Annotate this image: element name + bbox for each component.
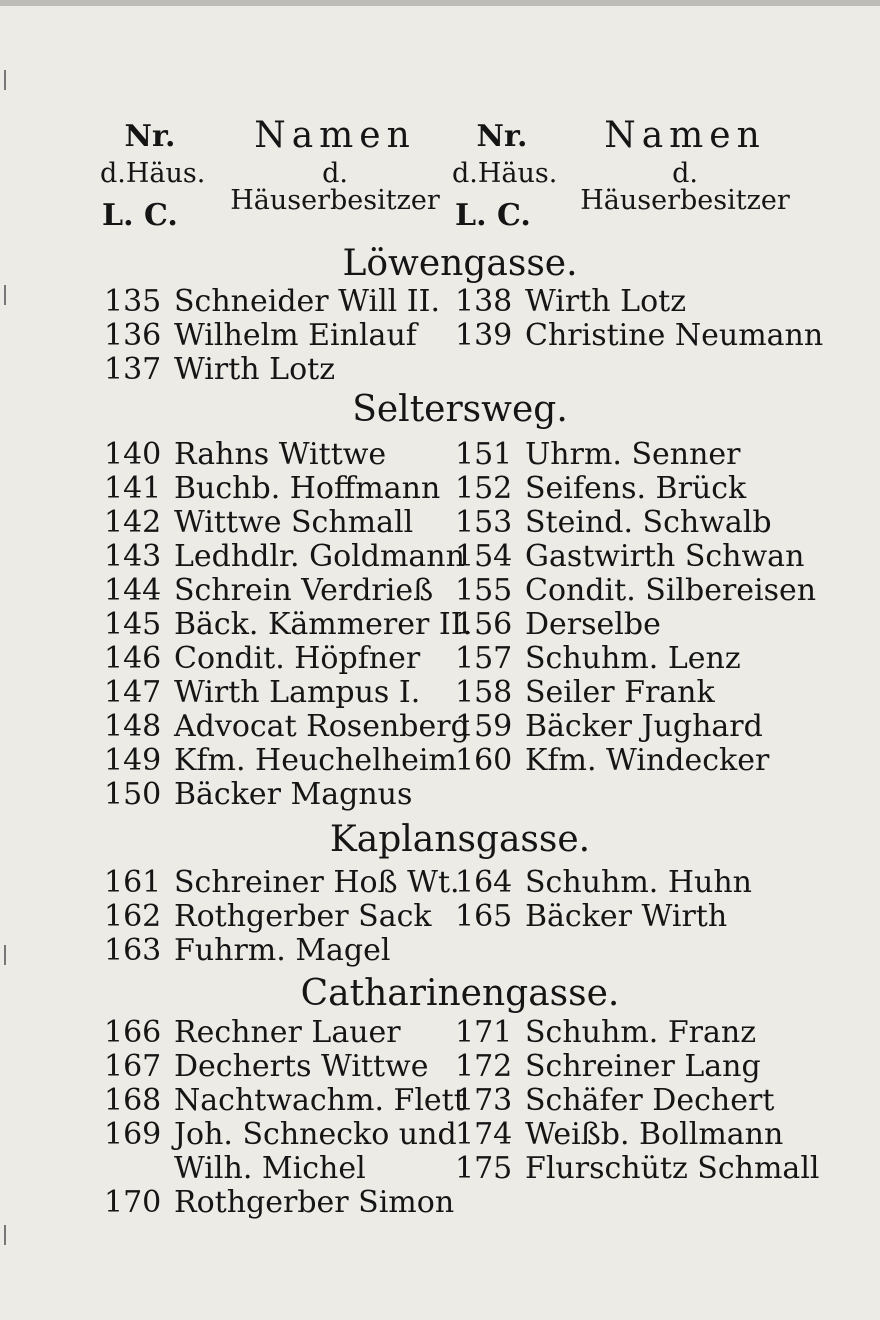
house-number: 143 — [104, 539, 162, 574]
owner-name: Bäcker Jughard — [525, 709, 763, 744]
house-number: 171 — [455, 1015, 513, 1050]
header-name-label: Namen — [604, 115, 766, 156]
house-entry-left — [104, 1118, 457, 1152]
owner-name: Buchb. Hoffmann — [174, 471, 441, 506]
owner-name: Nachtwachm. Flett — [174, 1083, 466, 1118]
house-number: 172 — [455, 1049, 513, 1084]
house-number: 137 — [104, 352, 162, 387]
header-name-sub: d. Häuserbesitzer — [580, 158, 790, 216]
binding-mark — [4, 945, 16, 965]
house-number: 168 — [104, 1083, 162, 1118]
street-heading — [0, 243, 880, 284]
house-entry-right — [455, 744, 769, 778]
house-number: 158 — [455, 675, 513, 710]
street-heading-text: Löwengasse. — [342, 243, 578, 284]
house-entry-left — [104, 319, 417, 353]
owner-name: Kfm. Windecker — [525, 743, 770, 778]
house-number: 138 — [455, 284, 513, 319]
house-entry-right — [455, 1118, 783, 1152]
owner-name: Rothgerber Simon — [174, 1185, 455, 1220]
house-entry-right — [455, 540, 804, 574]
house-number: 166 — [104, 1015, 162, 1050]
house-entry-right — [455, 642, 741, 676]
owner-name: Rahns Wittwe — [174, 437, 387, 472]
house-entry-left — [104, 608, 472, 642]
owner-name: Fuhrm. Magel — [174, 933, 391, 968]
owner-name: Rechner Lauer — [174, 1015, 401, 1050]
house-number: 174 — [455, 1117, 513, 1152]
house-entry-right — [455, 866, 752, 900]
owner-name: Seifens. Brück — [525, 471, 747, 506]
owner-name: Bäcker Wirth — [525, 899, 728, 934]
house-entry-left — [104, 574, 433, 608]
header-name-label: Namen — [254, 115, 416, 156]
owner-name: Flurschütz Schmall — [525, 1151, 820, 1186]
house-entry-left — [104, 1186, 454, 1220]
house-entry-right — [455, 319, 823, 353]
owner-name: Schneider Will II. — [174, 284, 441, 319]
house-number: 155 — [455, 573, 513, 608]
house-number: 161 — [104, 865, 162, 900]
house-number: 162 — [104, 899, 162, 934]
header-nr-sub: d.Häus. — [452, 158, 558, 189]
header-col1-name — [220, 115, 450, 216]
house-number: 136 — [104, 318, 162, 353]
house-entry-left — [104, 778, 412, 812]
header-col2-nr — [452, 119, 558, 189]
page-top-edge — [0, 0, 880, 6]
binding-mark — [4, 1225, 16, 1245]
header-lc-left: L. C. — [102, 198, 178, 233]
street-heading — [0, 973, 880, 1014]
house-entry-left — [104, 540, 465, 574]
owner-name: Bäck. Kämmerer II. — [174, 607, 473, 642]
house-entry-left — [104, 1016, 401, 1050]
owner-name: Schrein Verdrieß — [174, 573, 434, 608]
house-entry-right — [455, 608, 661, 642]
house-number: 154 — [455, 539, 513, 574]
house-entry-right — [455, 574, 816, 608]
street-heading — [0, 389, 880, 430]
house-entry-right — [455, 285, 686, 319]
house-number: 149 — [104, 743, 162, 778]
house-entry-left — [104, 1084, 466, 1118]
house-entry-right — [455, 506, 772, 540]
house-entry-left — [104, 866, 460, 900]
header-name-sub: d. Häuserbesitzer — [230, 158, 440, 216]
house-number: 152 — [455, 471, 513, 506]
house-entry-right — [455, 1084, 774, 1118]
binding-mark — [4, 285, 16, 305]
house-number: 170 — [104, 1185, 162, 1220]
house-number: 167 — [104, 1049, 162, 1084]
house-number: 147 — [104, 675, 162, 710]
house-number: 153 — [455, 505, 513, 540]
house-entry-left — [104, 472, 440, 506]
header-col1-nr — [100, 119, 206, 189]
street-heading — [0, 819, 880, 860]
house-number: 141 — [104, 471, 162, 506]
house-number: 159 — [455, 709, 513, 744]
owner-name: Weißb. Bollmann — [525, 1117, 784, 1152]
owner-name: Kfm. Heuchelheim — [174, 743, 457, 778]
owner-name: Uhrm. Senner — [525, 437, 741, 472]
house-number: 140 — [104, 437, 162, 472]
header-nr-label: Nr. — [124, 119, 176, 154]
owner-name: Christine Neumann — [525, 318, 824, 353]
owner-name: Schreiner Lang — [525, 1049, 761, 1084]
house-entry-left — [104, 506, 413, 540]
house-entry-right — [455, 676, 715, 710]
house-number: 169 — [104, 1117, 162, 1152]
house-entry-right — [455, 1016, 756, 1050]
binding-mark — [4, 70, 16, 90]
owner-name: Schuhm. Huhn — [525, 865, 752, 900]
owner-name: Condit. Höpfner — [174, 641, 421, 676]
house-number: 142 — [104, 505, 162, 540]
header-lc-right: L. C. — [455, 198, 531, 233]
owner-name: Seiler Frank — [525, 675, 715, 710]
street-heading-text: Catharinengasse. — [300, 973, 620, 1014]
house-number: 175 — [455, 1151, 513, 1186]
house-entry-right — [455, 438, 741, 472]
house-number: 165 — [455, 899, 513, 934]
owner-name: Advocat Rosenberg — [174, 709, 470, 744]
house-entry-left — [104, 285, 440, 319]
house-entry-left — [104, 1050, 428, 1084]
house-number: 151 — [455, 437, 513, 472]
house-entry-right — [455, 900, 727, 934]
house-entry-left — [104, 438, 386, 472]
house-entry-right — [455, 472, 746, 506]
header-nr-label: Nr. — [476, 119, 528, 154]
house-entry-left — [104, 676, 420, 710]
house-number: 150 — [104, 777, 162, 812]
owner-name: Ledhdlr. Goldmann — [174, 539, 465, 574]
house-entry-left — [104, 744, 457, 778]
house-number: 148 — [104, 709, 162, 744]
house-number: 146 — [104, 641, 162, 676]
street-heading-text: Kaplansgasse. — [329, 819, 591, 860]
owner-name: Bäcker Magnus — [174, 777, 413, 812]
owner-name: Wirth Lampus I. — [174, 675, 421, 710]
owner-name: Gastwirth Schwan — [525, 539, 805, 574]
house-number: 160 — [455, 743, 513, 778]
owner-name: Wirth Lotz — [174, 352, 336, 387]
owner-name: Schuhm. Franz — [525, 1015, 757, 1050]
house-number: 164 — [455, 865, 513, 900]
house-number: 135 — [104, 284, 162, 319]
owner-name: Wittwe Schmall — [174, 505, 414, 540]
owner-name: Wirth Lotz — [525, 284, 687, 319]
house-entry-right — [455, 1050, 761, 1084]
owner-name: Wilh. Michel — [174, 1151, 366, 1186]
house-number: 163 — [104, 933, 162, 968]
owner-name: Schäfer Dechert — [525, 1083, 775, 1118]
owner-name: Condit. Silbereisen — [525, 573, 817, 608]
house-entry-left — [104, 353, 335, 387]
street-heading-text: Seltersweg. — [352, 389, 568, 430]
house-entry-right — [455, 1152, 820, 1186]
header-col2-name — [570, 115, 800, 216]
house-entry-left — [104, 1152, 366, 1186]
owner-name: Decherts Wittwe — [174, 1049, 429, 1084]
house-entry-left — [104, 900, 432, 934]
owner-name: Steind. Schwalb — [525, 505, 772, 540]
header-nr-sub: d.Häus. — [100, 158, 206, 189]
owner-name: Rothgerber Sack — [174, 899, 432, 934]
owner-name: Schreiner Hoß Wt. — [174, 865, 460, 900]
owner-name: Schuhm. Lenz — [525, 641, 741, 676]
owner-name: Derselbe — [525, 607, 661, 642]
house-entry-right — [455, 710, 763, 744]
house-number: 144 — [104, 573, 162, 608]
house-number: 173 — [455, 1083, 513, 1118]
house-entry-left — [104, 642, 420, 676]
house-number: 156 — [455, 607, 513, 642]
owner-name: Joh. Schnecko und — [174, 1117, 457, 1152]
house-entry-left — [104, 934, 390, 968]
house-number: 139 — [455, 318, 513, 353]
owner-name: Wilhelm Einlauf — [174, 318, 417, 353]
house-number: 157 — [455, 641, 513, 676]
house-entry-left — [104, 710, 470, 744]
house-number: 145 — [104, 607, 162, 642]
